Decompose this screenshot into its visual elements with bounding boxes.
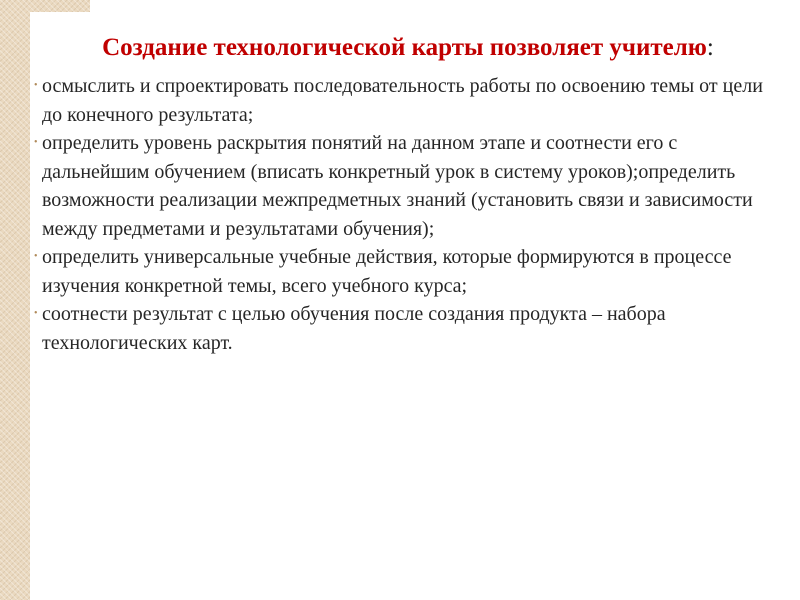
bullet-list (30, 72, 786, 357)
bullet-text-4: соотнести результат с целью обучения после создания продукта – набора технологических карт. (42, 303, 666, 354)
bullet-text-3: определить универсальные учебные действия, которые формируются в процессе изучения конкретной темы, всего учебного курса; (42, 246, 732, 297)
bullet-text-2: определить уровень раскрытия понятий на данном этапе и соотнести его с дальнейшим обучением (вписать конкретный урок в систему уроков);определить возможности реализации межпредметных знаний (установить связи и зависимости между предметами и результатами обучения); (42, 132, 753, 240)
slide-title-colon: : (706, 34, 714, 61)
slide-title (30, 28, 786, 68)
bullet-marker-icon: • (34, 80, 38, 91)
bullet-text-1: осмыслить и спроектировать последовательность работы по освоению темы от цели до конечного результата; (42, 75, 763, 126)
bullet-marker-icon: • (34, 251, 38, 262)
bullet-item-1 (34, 72, 776, 129)
bullet-marker-icon: • (34, 308, 38, 319)
content-panel (30, 12, 786, 600)
bullet-marker-icon: • (34, 137, 38, 148)
slide-title-text: Создание технологической карты позволяет учителю (102, 34, 707, 61)
bullet-item-2 (34, 129, 776, 243)
bullet-item-4 (34, 300, 776, 357)
bullet-item-3 (34, 243, 776, 300)
